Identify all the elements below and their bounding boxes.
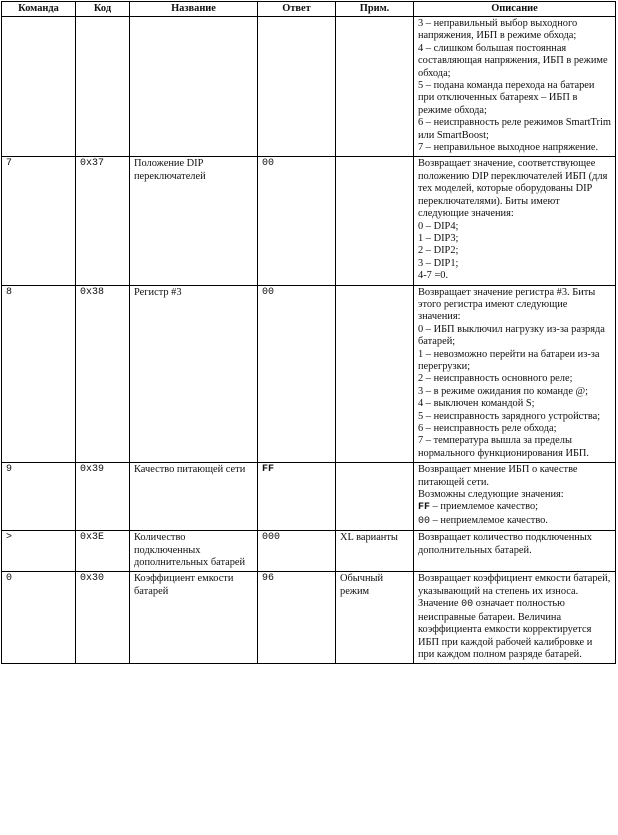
cell-note <box>336 285 414 463</box>
value-code: FF <box>418 502 431 514</box>
description-line: 0 – DIP4; <box>418 220 459 232</box>
description-line: 0 – ИБП выключил нагрузку из-за разряда батарей; <box>418 323 605 348</box>
cell-description <box>414 531 616 572</box>
header-answer: Ответ <box>258 2 336 17</box>
cell-answer: 000 <box>258 531 336 572</box>
header-name: Название <box>130 2 258 17</box>
header-description: Описание <box>414 2 616 17</box>
description-value-line <box>418 501 611 514</box>
cell-command: 8 <box>2 285 76 463</box>
cell-note <box>336 463 414 531</box>
description-line: 3 – неправильный выбор выходного напряжения, ИБП в режиме обхода; <box>418 18 578 42</box>
cell-description <box>414 157 616 285</box>
cell-answer: 00 <box>258 285 336 463</box>
header-note: Прим. <box>336 2 414 17</box>
description-line: Возвращает мнение ИБП о качестве питающей сети. <box>418 464 578 488</box>
cell-name: Регистр #3 <box>130 285 258 463</box>
cell-note: Обычный режим <box>336 572 414 664</box>
cell-description <box>414 17 616 157</box>
cell-name: Количество подключенных дополнительных батарей <box>130 531 258 572</box>
cell-name: Коэффициент емкости батарей <box>130 572 258 664</box>
cell-note: XL варианты <box>336 531 414 572</box>
cell-description <box>414 463 616 531</box>
description-line: 2 – неисправность основного реле; <box>418 373 573 385</box>
cell-name <box>130 17 258 157</box>
description-line: 6 – неисправность реле обхода; <box>418 423 557 434</box>
value-code: 00 <box>418 515 431 527</box>
table-header-row <box>2 2 616 17</box>
ups-command-table <box>1 1 616 664</box>
cell-command: > <box>2 531 76 572</box>
cell-answer: 00 <box>258 157 336 285</box>
cell-code: 0x30 <box>76 572 130 664</box>
description-line: 4 – слишком большая постоянная составляющая напряжения, ИБП в режиме обхода; <box>418 42 608 79</box>
description-line: Возвращает количество подключенных дополнительных батарей. <box>418 532 592 556</box>
description-line: Возвращает значение, соответствующее положению DIP переключателей ИБП (для тех моделей, которые оборудованы DIP переключателями). Биты имеют следующие значения: <box>418 158 608 220</box>
header-code: Код <box>76 2 130 17</box>
table-row <box>2 157 616 285</box>
cell-answer <box>258 17 336 157</box>
description-line: 1 – DIP3; <box>418 232 459 244</box>
cell-name: Положение DIP переключателей <box>130 157 258 285</box>
description-line: 1 – невозможно перейти на батареи из-за перегрузки; <box>418 348 600 372</box>
description-line: 4-7 =0. <box>418 270 449 282</box>
description-line: 4 – выключен командой S; <box>418 398 535 410</box>
description-line: 6 – неисправность реле режимов SmartTrim или SmartBoost; <box>418 117 611 141</box>
cell-name: Качество питающей сети <box>130 463 258 531</box>
cell-command <box>2 17 76 157</box>
cell-code <box>76 17 130 157</box>
description-line: 7 – неправильное выходное напряжение. <box>418 142 599 154</box>
description-line: 3 – в режиме ожидания по команде @; <box>418 385 588 397</box>
cell-command: 7 <box>2 157 76 285</box>
description-line: 5 – подана команда перехода на батареи при отключенных батареях – ИБП в режиме обхода; <box>418 80 595 116</box>
cell-code: 0x39 <box>76 463 130 531</box>
cell-description <box>414 572 616 664</box>
header-command: Команда <box>2 2 76 17</box>
table-row <box>2 531 616 572</box>
description-text: означает полностью неисправные батареи. Величина коэффициента емкости корректируется ИБП при каждой рабочей калибровке и при каждом полном разряде батарей. <box>418 598 593 660</box>
value-text: – неприемлемое качество. <box>430 514 548 526</box>
description-text: Возвращает коэффициент емкости батарей, указывающий на степень их износа. Значение <box>418 573 611 610</box>
description-line: Возвращает значение регистра #3. Биты этого регистра имеют следующие значения: <box>418 286 596 323</box>
cell-command: 0 <box>2 572 76 664</box>
description-line: 5 – неисправность зарядного устройства; <box>418 410 601 422</box>
value-text: – приемлемое качество; <box>430 501 539 513</box>
cell-note <box>336 157 414 285</box>
table-row <box>2 17 616 157</box>
description-value-line <box>418 515 611 528</box>
description-line: 3 – DIP1; <box>418 257 459 269</box>
cell-code: 0x3E <box>76 531 130 572</box>
table-row <box>2 463 616 531</box>
cell-code: 0x37 <box>76 157 130 285</box>
description-line: Возможны следующие значения: <box>418 489 564 501</box>
cell-code: 0x38 <box>76 285 130 463</box>
table-row <box>2 572 616 664</box>
description-line: 7 – температура вышла за пределы нормального функционирования ИБП. <box>418 435 590 459</box>
cell-description <box>414 285 616 463</box>
cell-note <box>336 17 414 157</box>
cell-command: 9 <box>2 463 76 531</box>
value-code: 00 <box>461 599 474 611</box>
cell-answer: 96 <box>258 572 336 664</box>
table-row <box>2 285 616 463</box>
description-line: 2 – DIP2; <box>418 245 459 257</box>
cell-answer: FF <box>258 463 336 531</box>
